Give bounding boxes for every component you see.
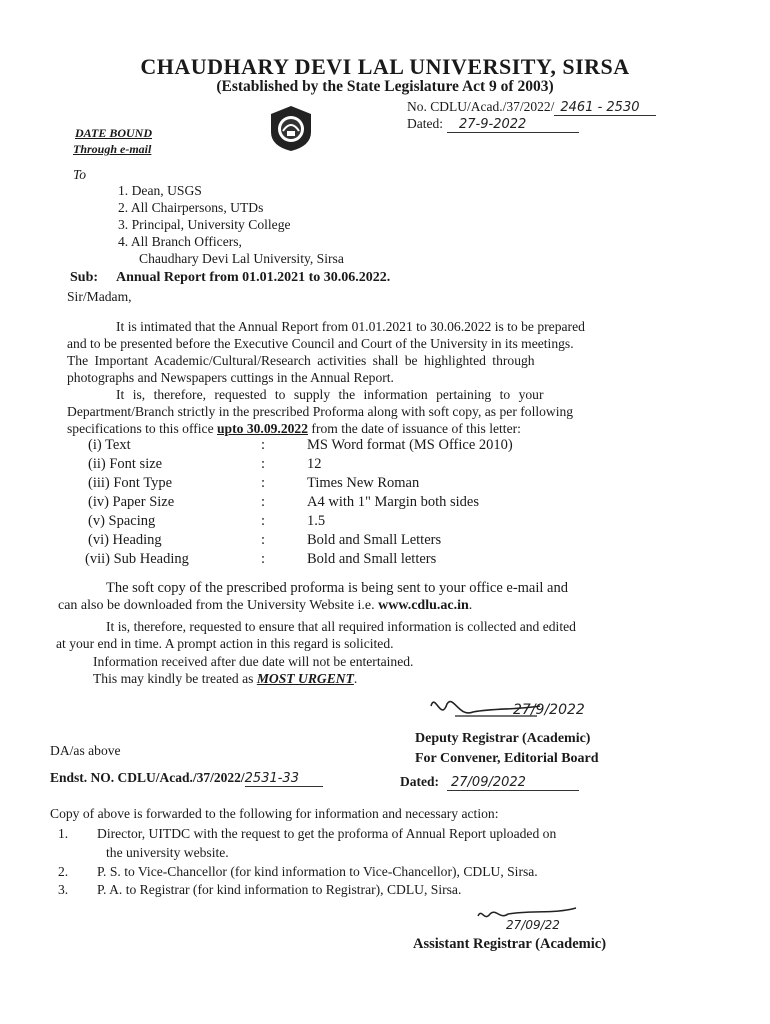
para6: This may kindly be treated as MOST URGENT. bbox=[93, 671, 358, 686]
website-link[interactable]: www.cdlu.ac.in bbox=[378, 598, 469, 613]
date-bound-label: DATE BOUND bbox=[75, 126, 153, 140]
para2-line2: Department/Branch strictly in the prescribed Proforma along with soft copy, as per following bbox=[67, 404, 574, 419]
copy-num-2: 2. bbox=[58, 864, 69, 879]
copy-num-3: 3. bbox=[58, 882, 69, 897]
subject-text: Annual Report from 01.01.2021 to 30.06.2022. bbox=[116, 270, 391, 285]
copy-intro: Copy of above is forwarded to the following for information and necessary action: bbox=[50, 806, 499, 821]
urgent-text: MOST URGENT bbox=[256, 671, 354, 686]
signature-2-date: 27/09/22 bbox=[506, 918, 560, 932]
established-line: (Established by the State Legislature Act 9 of 2003) bbox=[216, 78, 554, 95]
signature-1-date: 27/9/2022 bbox=[513, 702, 585, 718]
university-name: CHAUDHARY DEVI LAL UNIVERSITY, SIRSA bbox=[140, 54, 630, 79]
copy-text-1-cont: the university website. bbox=[106, 845, 229, 860]
recipient-list bbox=[118, 182, 344, 267]
para1-line4: photographs and Newspapers cuttings in the Annual Report. bbox=[67, 370, 394, 385]
para4-line1: It is, therefore, requested to ensure that all required information is collected and edited bbox=[106, 619, 576, 634]
table-row: (iii) Font Type : Times New Roman bbox=[88, 475, 420, 491]
para3-line2: can also be downloaded from the University Website i.e. www.cdlu.ac.in. bbox=[58, 598, 473, 613]
para2-line3: specifications to this office upto 30.09.2022 from the date of issuance of this letter: bbox=[67, 421, 521, 436]
deadline-date: upto 30.09.2022 bbox=[217, 421, 309, 436]
salutation: Sir/Madam, bbox=[67, 289, 132, 304]
recipient-address: Chaudhary Devi Lal University, Sirsa bbox=[139, 251, 344, 266]
para1-line2: and to be presented before the Executive Council and Court of the University in its meetings. bbox=[67, 336, 574, 351]
para1-line3: The Important Academic/Cultural/Research activities shall be highlighted through bbox=[67, 353, 535, 368]
list-item: 3. Principal, University College bbox=[118, 217, 291, 232]
table-row: (ii) Font size : 12 bbox=[88, 456, 322, 472]
para4-line2: at your end in time. A prompt action in this regard is solicited. bbox=[56, 636, 394, 651]
copy-text-2: P. S. to Vice-Chancellor (for kind information to Vice-Chancellor), CDLU, Sirsa. bbox=[97, 864, 538, 879]
endst-date: Dated: 27/09/2022 bbox=[400, 774, 579, 791]
da-as-above: DA/as above bbox=[50, 743, 121, 758]
list-item: 1. Dean, USGS bbox=[118, 183, 202, 198]
list-item: 4. All Branch Officers, bbox=[118, 234, 242, 249]
university-logo bbox=[266, 104, 316, 152]
copy-num-1: 1. bbox=[58, 826, 69, 841]
signature-1 bbox=[425, 692, 645, 732]
list-item: 2. All Chairpersons, UTDs bbox=[118, 200, 264, 215]
table-row: (i) Text : MS Word format (MS Office 2010) bbox=[88, 437, 513, 453]
subject-label: Sub: bbox=[70, 270, 99, 285]
para2-line1: It is, therefore, requested to supply the information pertaining to your bbox=[116, 387, 544, 402]
table-row: (v) Spacing : 1.5 bbox=[88, 513, 326, 529]
table-row: (vi) Heading : Bold and Small Letters bbox=[88, 532, 442, 548]
endst-number: Endst. NO. CDLU/Acad./37/2022/2531-33 bbox=[50, 770, 323, 787]
copy-text-3: P. A. to Registrar (for kind information to Registrar), CDLU, Sirsa. bbox=[97, 882, 462, 897]
table-row: (iv) Paper Size : A4 with 1" Margin both sides bbox=[88, 494, 479, 510]
specs-table bbox=[85, 437, 588, 570]
copy-text-1: Director, UITDC with the request to get the proforma of Annual Report uploaded on bbox=[97, 826, 557, 841]
para5: Information received after due date will not be entertained. bbox=[93, 654, 414, 669]
para1-line1: It is intimated that the Annual Report from 01.01.2021 to 30.06.2022 is to be prepared bbox=[116, 319, 585, 334]
convener-title: For Convener, Editorial Board bbox=[415, 751, 599, 766]
table-row: (vii) Sub Heading : Bold and Small letters bbox=[85, 551, 437, 567]
letter-number: No. CDLU/Acad./37/2022/ 2461 - 2530 bbox=[407, 99, 656, 116]
letter-date: Dated: 27-9-2022 bbox=[407, 116, 579, 133]
assistant-registrar-title: Assistant Registrar (Academic) bbox=[413, 936, 607, 952]
to-label: To bbox=[73, 167, 87, 182]
through-email-label: Through e-mail bbox=[73, 142, 152, 156]
para3-line1: The soft copy of the prescribed proforma is being sent to your office e-mail and bbox=[106, 580, 568, 596]
deputy-registrar-title: Deputy Registrar (Academic) bbox=[415, 731, 591, 746]
